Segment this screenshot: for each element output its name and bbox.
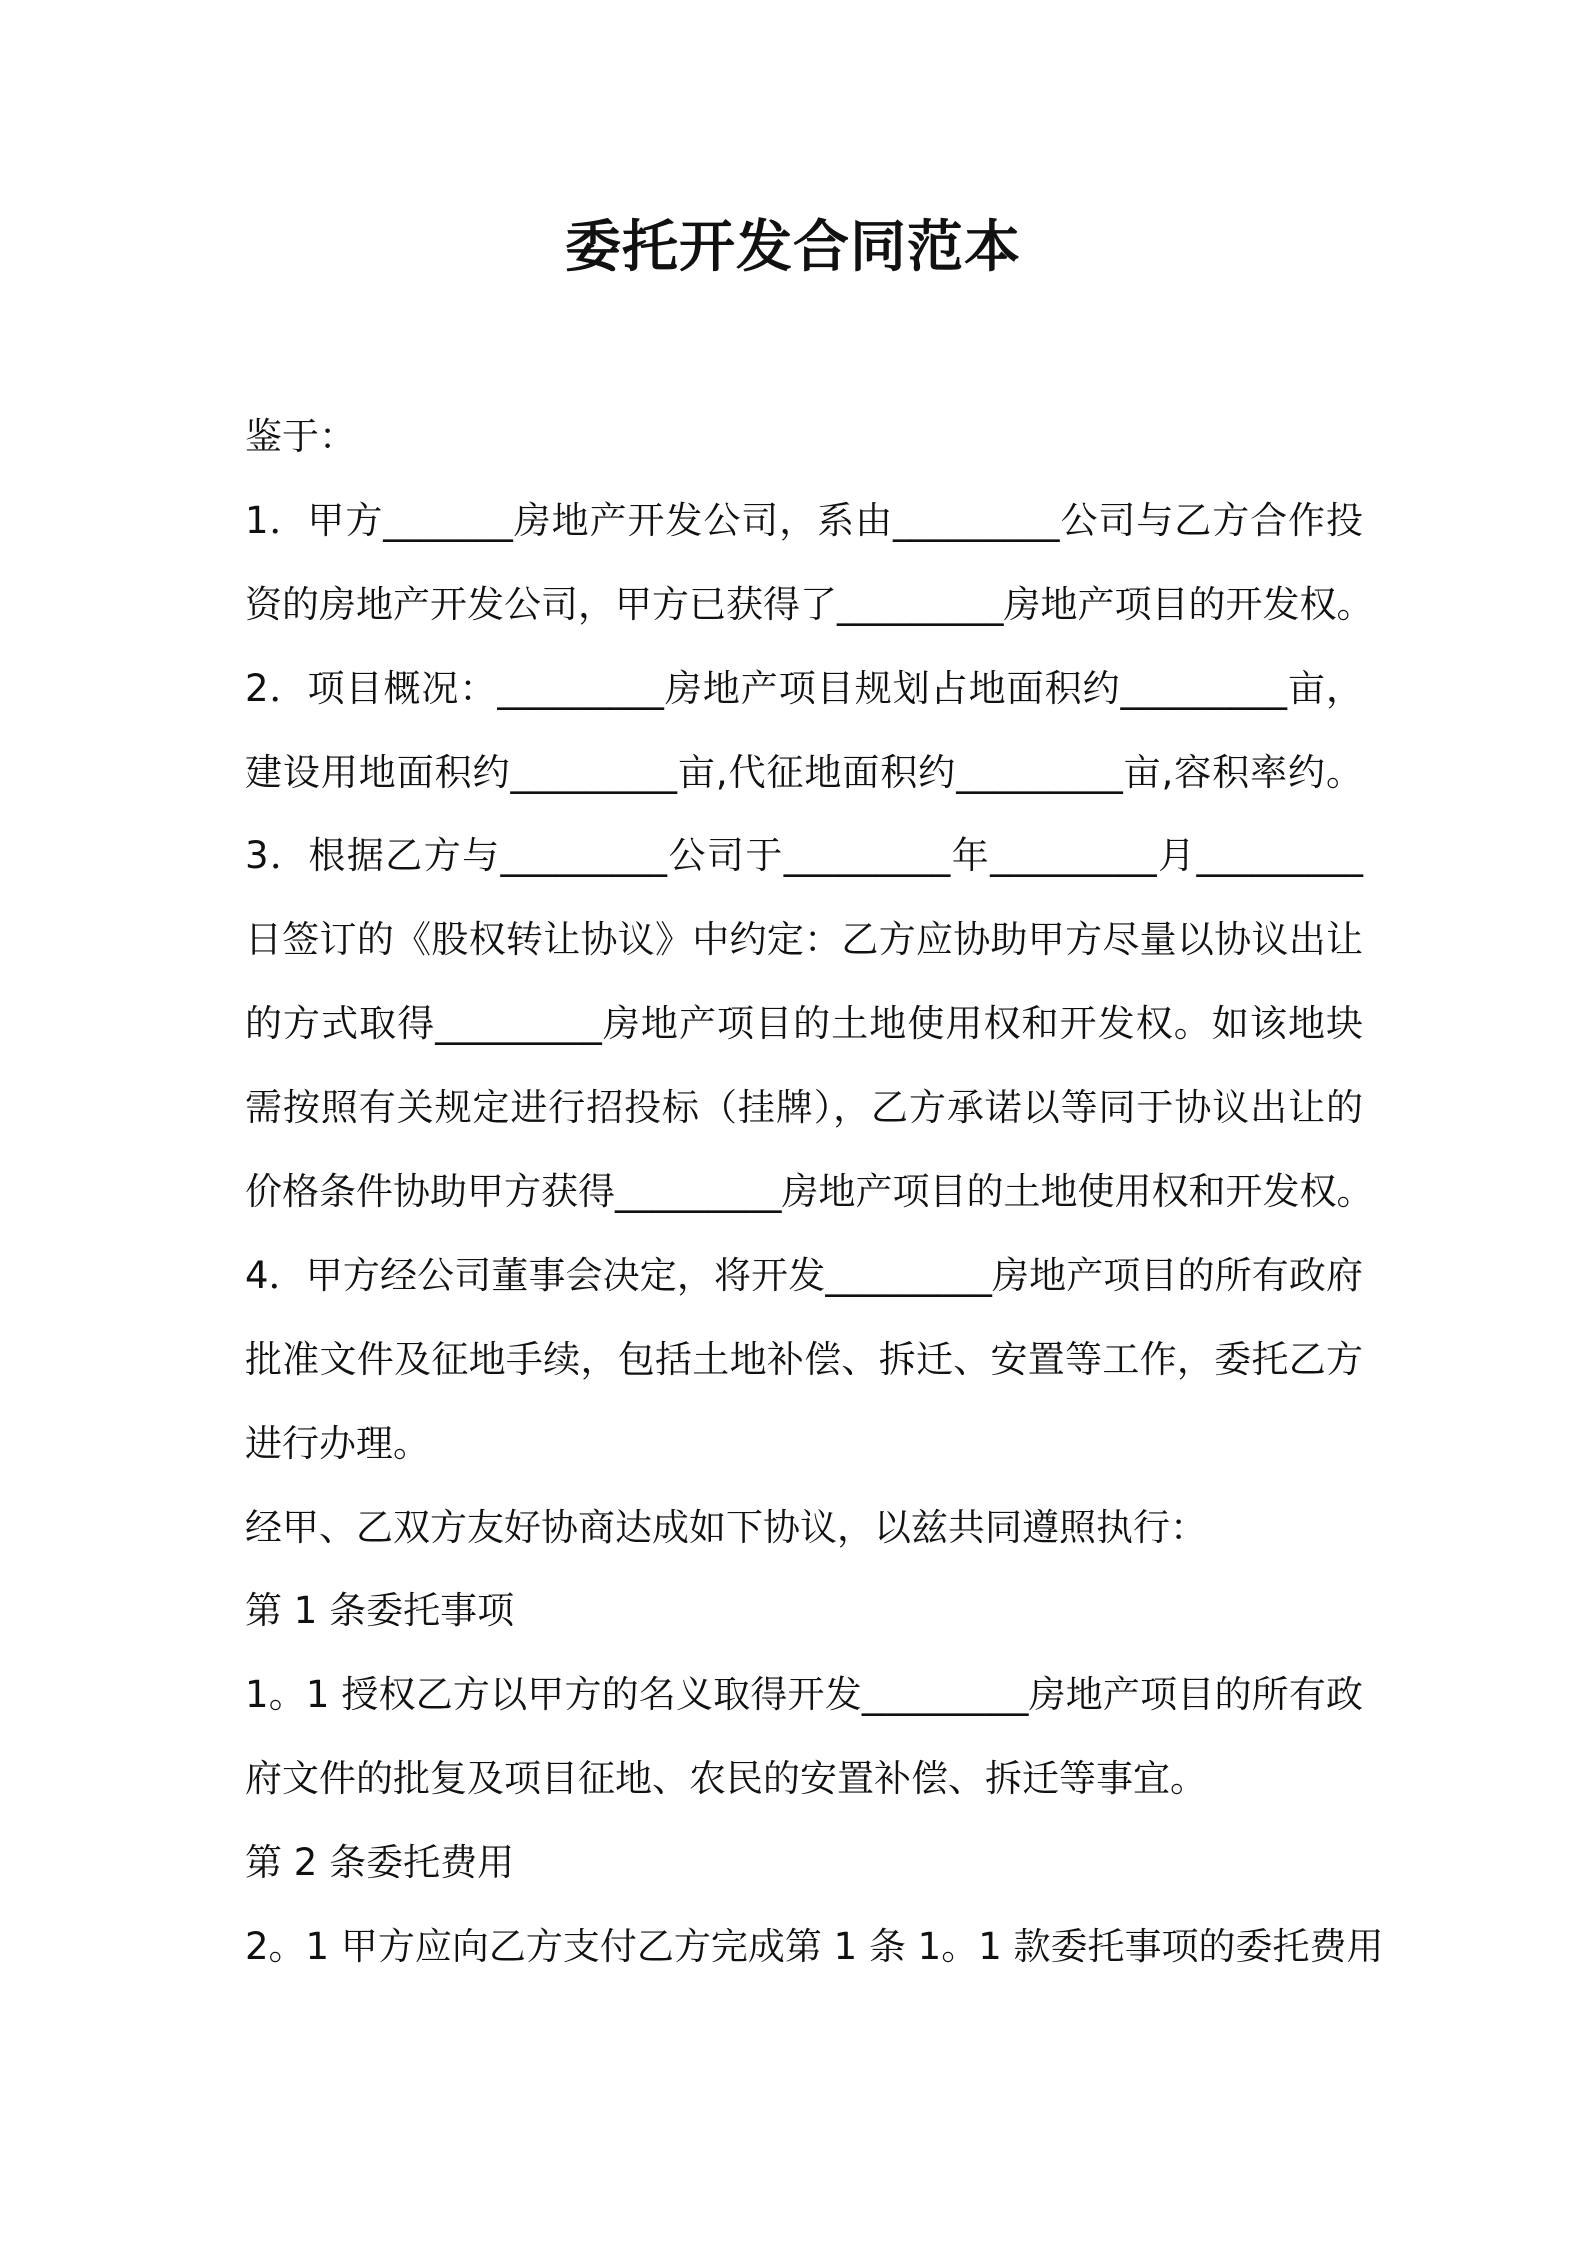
document-body — [245, 395, 1384, 1989]
recital-3-line-4: 需按照有关规定进行招投标（挂牌），乙方承诺以等同于协议出让的 — [245, 1086, 1363, 1130]
recital-3-line-3: 的方式取得_________房地产项目的土地使用权和开发权。如该地块 — [245, 1002, 1363, 1046]
recital-3-line-1: 3．根据乙方与_________公司于_________年_________月_________ — [245, 834, 1363, 878]
recital-3-line-2: 日签订的《股权转让协议》中约定：乙方应协助甲方尽量以协议出让 — [245, 918, 1363, 962]
recitals-heading: 鉴于： — [245, 415, 356, 458]
recital-4-line-1: 4．甲方经公司董事会决定，将开发_________房地产项目的所有政府 — [245, 1253, 1363, 1297]
recital-1-line-1: 1．甲方_______房地产开发公司，系由_________公司与乙方合作投 — [245, 498, 1363, 542]
clause-1-1-line-2: 府文件的批复及项目征地、农民的安置补偿、拆迁等事宜。 — [245, 1757, 1207, 1801]
clause-1-1-line-1: 1。1 授权乙方以甲方的名义取得开发_________房地产项目的所有政 — [245, 1673, 1363, 1717]
clause-2-1-line-1: 2。1 甲方应向乙方支付乙方完成第 1 条 1。1 款委托事项的委托费用 — [245, 1925, 1384, 1969]
recital-1-line-2: 资的房地产开发公司，甲方已获得了_________房地产项目的开发权。 — [245, 582, 1374, 626]
recital-4-line-2: 批准文件及征地手续，包括土地补偿、拆迁、安置等工作，委托乙方 — [245, 1337, 1363, 1381]
recital-2-line-2: 建设用地面积约_________亩,代征地面积约_________亩,容积率约。 — [245, 750, 1363, 794]
article-2-heading: 第 2 条委托费用 — [245, 1841, 515, 1885]
article-1-heading: 第 1 条委托事项 — [245, 1589, 515, 1633]
recital-2-line-1: 2．项目概况：_________房地产项目规划占地面积约_________亩， — [245, 666, 1363, 710]
agreement-statement: 经甲、乙双方友好协商达成如下协议，以兹共同遵照执行： — [245, 1505, 1207, 1549]
recital-4-line-3: 进行办理。 — [245, 1421, 430, 1465]
recital-3-line-5: 价格条件协助甲方获得_________房地产项目的土地使用权和开发权。 — [245, 1170, 1374, 1214]
document-title: 委托开发合同范本 — [565, 215, 1021, 280]
